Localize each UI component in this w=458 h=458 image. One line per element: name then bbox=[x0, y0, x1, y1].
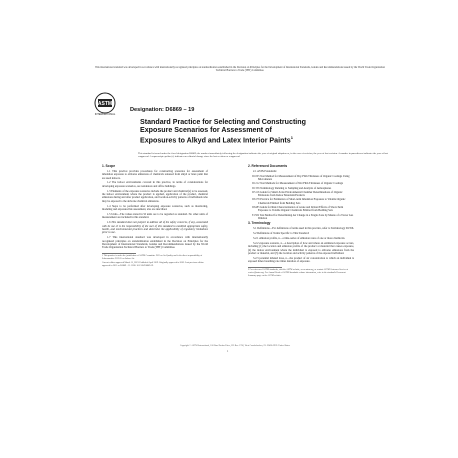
paragraph: 1.2 The indoor environments covered in this practice, in terms of considerations for developing exposure scenarios, are residences and office buildings. bbox=[102, 181, 208, 188]
reference-item bbox=[252, 213, 354, 221]
reference-code[interactable]: D1356 bbox=[252, 186, 260, 190]
section-heading-terminology: 3. Terminology bbox=[248, 221, 271, 226]
page-number: 1 bbox=[227, 350, 229, 353]
paragraph: 1.6 This standard does not purport to address all of the safety concerns, if any, associated with its use. It is the responsibility of the user of this standard to establish appropriate safety, health, and environmental practices and determine the applicability of regulatory limitations prior to use. bbox=[102, 221, 208, 235]
reference-code[interactable]: D6178 bbox=[252, 198, 260, 202]
right-column bbox=[248, 165, 354, 278]
paragraph: 1.1 This practice provides procedures for constructing scenarios for assessment of inhalation exposure to airborne emissions of chemicals released from alkyd or latex paint that are used indoors. bbox=[102, 169, 208, 180]
reference-title: Guide for Risk Characterization of Acute and Irritant Effects of Short-Term Exposure to Volatile Organic Chemicals Emitted from Bedding Sets bbox=[258, 205, 344, 213]
standard-note: This standard is issued under the fixed designation D6869; the number immediately following the designation indicates the year of original adoption or, in the case of revision, the year of last revision. A number in parentheses indicates the year of last reapproval. A superscript epsilon (ε) indicates an editorial change since the last revision or reapproval. bbox=[138, 152, 388, 159]
paragraph: 1.4 Steps to be performed after developing exposure scenarios, such as monitoring, modeling and exposure/risk assessment, also are described. bbox=[102, 204, 208, 212]
svg-text:ASTM: ASTM bbox=[97, 101, 113, 107]
reference-code[interactable]: D6485 bbox=[252, 205, 260, 209]
reference-code[interactable]: D5116 bbox=[252, 190, 260, 194]
footnote: 2 For referenced ASTM standards, visit the ASTM website, www.astm.org, or contact ASTM Customer Service at service@astm.org. For Annual Book of ASTM Standards volume information, refer to the standard's Document Summary page on the ASTM website. bbox=[248, 269, 348, 277]
reference-title: Test Methods for Measurement of Wet Film Thickness of Organic Coatings bbox=[260, 182, 344, 186]
section-heading-referenced-documents: 2. Referenced Documents bbox=[248, 164, 288, 168]
reference-item bbox=[252, 205, 354, 213]
ref-intro: 2.1 ASTM Standards: bbox=[253, 169, 277, 173]
reference-title: Test Method for Measurement of Dry-Film Thickness of Organic Coatings Using Micrometers bbox=[258, 174, 350, 182]
reference-item bbox=[252, 174, 354, 182]
reference-title: Practice for Estimation of Short-term Inhalation Exposure to Volatile Organic Chemicals Emitted from Bedding Sets bbox=[258, 198, 346, 205]
paragraph: 3.2.3 potential inhaled dose, n—the product of air concentration to which an individual is exposed times breathing rate times duration of exposure. bbox=[248, 256, 354, 264]
footnote: Current edition approved March 15, 2019. Published April 2019. Originally approved in 2003. Last previous edition approved in 2011 as D6869 – 11. DOI: 10.1520/D6869-19. bbox=[102, 261, 204, 267]
reference-code[interactable]: D1212 bbox=[252, 182, 260, 186]
paragraph: 1.7 This international standard was developed in accordance with internationally recognized principles on standardization established in the Decision on Principles for the Development of International Standards, Guides and Recommendations issued by the World Trade Organization Technical Barriers to Trade (TBT) Committee. bbox=[102, 236, 208, 250]
footnote-divider bbox=[248, 267, 282, 268]
paragraph: 3.2 Definitions of Terms Specific to This Standard: bbox=[253, 232, 310, 236]
paragraph: 3.2.2 exposure scenario, n—a description of how and where an estimated exposure occurs, including (1) the location and emission profile of the product or material that causes exposure, (2) the indoor environment where the individual is exposed to airborne emissions from the product or material, and (3) the location and activity patterns of the exposed individual. bbox=[248, 241, 354, 255]
reference-item bbox=[252, 198, 354, 205]
document-title bbox=[140, 118, 310, 145]
reference-title: Guide for Small-Scale Environmental Chamber Determinations of Organic Emissions from Indoor Materials/Products bbox=[258, 190, 343, 198]
reference-item bbox=[252, 182, 354, 186]
paragraph: 3.2.1 emission profile, n—a time-series of emission rates of one or more chemicals. bbox=[253, 236, 346, 240]
tbt-notice: This international standard was developed in accordance with internationally recognized principles on standardization established in the Decision on Principles for the Development of International Standards, Guides and Recommendations issued by the World Trade Organization Technical Barriers to Trade (TBT) Committee. bbox=[95, 66, 385, 73]
paragraph: 1.5 Units—The values stated in SI units are to be regarded as standard. No other units of measurement are included in this standard. bbox=[102, 213, 208, 220]
reference-code[interactable]: E1582 bbox=[252, 213, 260, 217]
reference-item bbox=[252, 186, 354, 190]
left-column bbox=[102, 165, 208, 268]
reference-title: Test Method for Determining Air Change in a Single Zone by Means of a Tracer Gas Dilution bbox=[258, 213, 354, 220]
designation: Designation: D6869 – 19 bbox=[130, 107, 195, 113]
reference-title: Terminology Relating to Sampling and Analysis of Atmospheres bbox=[260, 186, 332, 190]
astm-logo bbox=[94, 92, 116, 116]
footnote: 1 This practice is under the jurisdiction of ASTM Committee D22 on Air Quality and is the direct responsibility of Subcommittee D22.05 on Indoor Air. bbox=[102, 255, 203, 260]
reference-code[interactable]: D1005 bbox=[252, 174, 260, 178]
title-text: Standard Practice for Selecting and Constructing Exposure Scenarios for Assessment of Exposures to Alkyd and Latex Interior Paints bbox=[140, 118, 306, 145]
reference-item bbox=[252, 190, 354, 198]
title-footnote-mark: 1 bbox=[290, 135, 293, 141]
paragraph: 1.3 Elements of the exposure scenarios include the product and chemical(s) to be assessed, the indoor environment where the product is applied, application of the product, chemical emissions during and after product application, and location-activity patterns of individuals who may be exposed to the airborne chemical emissions. bbox=[102, 189, 208, 203]
logo-caption: INTERNATIONAL bbox=[94, 113, 116, 116]
copyright-line: Copyright © ASTM International, 100 Barr Harbor Drive, PO Box C700, West Conshohocken, PA 19428-2959. United States bbox=[179, 345, 291, 347]
footnote-divider bbox=[102, 253, 136, 254]
paragraph: 3.1 Definitions—For definitions of terms used in this practice, refer to Terminology D1356. bbox=[253, 227, 354, 231]
section-heading-scope: 1. Scope bbox=[102, 164, 116, 168]
